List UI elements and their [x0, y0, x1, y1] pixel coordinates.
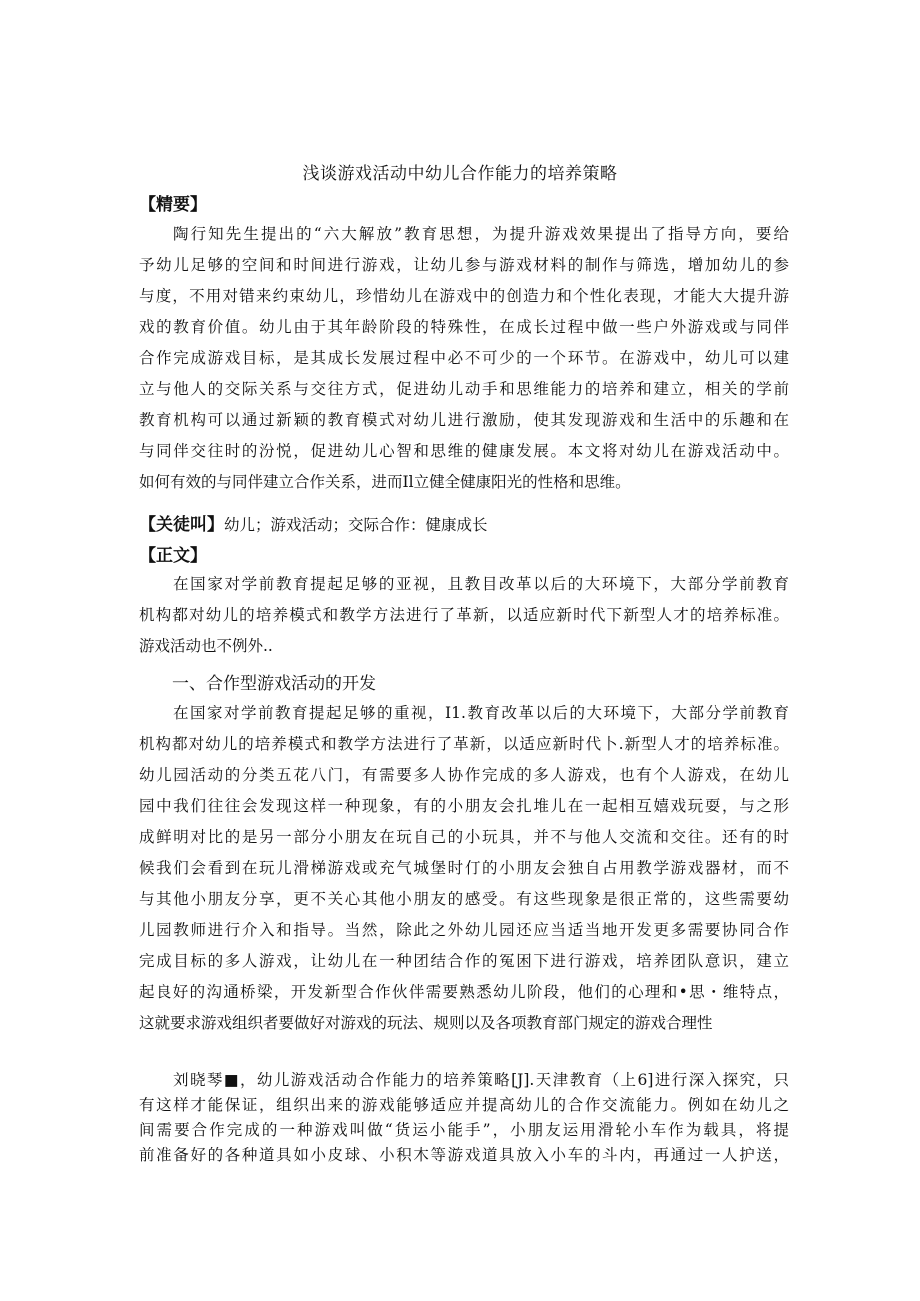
section-line: 儿园教师进行介入和指导。当然，除此之外幼儿园还应当适当地开发更多需要协同合作: [139, 921, 789, 939]
abstract-line: 戏的教育价值。幼儿由于其年龄阶段的特殊性，在成长过程中做一些户外游戏或与同伴: [139, 318, 789, 336]
intro-line: 机构都对幼儿的培养模式和教学方法进行了革新，以适应新时代下新型人才的培养标准。: [139, 606, 789, 624]
abstract-line: 予幼儿足够的空间和时间进行游戏，让幼儿参与游戏材料的制作与筛选，增加幼儿的参: [139, 256, 789, 274]
reference-paragraph: [139, 1068, 789, 1168]
section-line: 这就要求游戏组织者要做好对游戏的玩法、规则以及各项教育部门规定的游戏合理性: [139, 1014, 713, 1032]
reference-line: 刘晓琴■，幼儿游戏活动合作能力的培养策略[J].天津教育（上6]进行深入探究，只: [173, 1071, 789, 1089]
reference-line: 前准备好的各种道具如小皮球、小积木等游戏道具放入小车的斗内，再通过一人护送，: [139, 1146, 789, 1164]
reference-line: 有这样才能保证，组织出来的游戏能够适应并提高幼儿的合作交流能力。例如在幼儿之: [139, 1096, 789, 1114]
section-line: 候我们会看到在玩儿滑梯游戏或充气城堡时仃的小朋友会独自占用教学游戏器材，而不: [139, 859, 789, 877]
section-paragraph: [139, 698, 789, 1039]
keywords-row: [139, 510, 488, 535]
abstract-line: 与度，不用对错来约束幼儿，珍惜幼儿在游戏中的创造力和个性化表现，才能大大提升游: [139, 287, 789, 305]
abstract-line: 陶行知先生提出的“六大解放”教育思想，为提升游戏效果提出了指导方向，要给: [173, 225, 789, 243]
abstract-heading: 【精要】: [139, 195, 207, 215]
abstract-line: 教育机构可以通过新颖的教育模式对幼儿进行激励，使其发现游戏和生活中的乐趣和在: [139, 411, 789, 429]
section-line: 园中我们往往会发现这样一种现象，有的小朋友会扎堆儿在一起相互嬉戏玩耍，与之形: [139, 797, 789, 815]
section-line: 完成目标的多人游戏，让幼儿在一种团结合作的冤困下进行游戏，培养团队意识，建立: [139, 952, 789, 970]
section-line: 幼儿园活动的分类五花八门，有需要多人协作完成的多人游戏，也有个人游戏，在幼儿: [139, 766, 789, 784]
intro-paragraph: [139, 569, 789, 662]
abstract-line: 合作完成游戏目标，是其成长发展过程中必不可少的一个环节。在游戏中，幼儿可以建: [139, 349, 789, 367]
intro-line: 在国家对学前教育提起足够的亚视，且教目改革以后的大环境下，大部分学前教育: [173, 575, 789, 593]
intro-line: 游戏活动也不例外..: [139, 637, 273, 655]
section-line: 机构都对幼儿的培养模式和教学方法进行了革新，以适应新时代卜.新型人才的培养标准。: [139, 735, 789, 753]
keywords-text: 幼儿；游戏活动；交际合作：健康成长: [224, 516, 488, 534]
keywords-label: 【关徒叫】: [139, 515, 224, 535]
abstract-line: 立与他人的交际关系与交往方式，促进幼儿动手和思维能力的培养和建立，相关的学前: [139, 380, 789, 398]
reference-line: 间需要合作完成的一种游戏叫做“货运小能手”，小朋友运用滑轮小车作为载具，将提: [139, 1121, 789, 1139]
body-heading: 【正文】: [139, 546, 207, 566]
section-heading: 一、合作型游戏活动的开发: [172, 674, 376, 694]
abstract-line: 如何有效的与同伴建立合作关系，进而Il立健全健康阳光的性格和思维。: [139, 473, 631, 491]
abstract-paragraph: [139, 219, 789, 498]
section-line: 与其他小朋友分享，更不关心其他小朋友的感受。有这些现象是很正常的，这些需要幼: [139, 890, 789, 908]
section-line: 成鲜明对比的是另一部分小朋友在玩自己的小玩具，并不与他人交流和交往。还有的时: [139, 828, 789, 846]
section-line: 起良好的沟通桥梁，开发新型合作伙伴需要熟悉幼儿阶段，他们的心理和•思・维特点，: [139, 983, 789, 1001]
section-line: 在国家对学前教育提起足够的重视，I1.教育改革以后的大环境下，大部分学前教育: [173, 704, 789, 722]
document-title: 浅谈游戏活动中幼儿合作能力的培养策略: [302, 164, 618, 184]
abstract-line: 与同伴交往时的汾悦，促进幼儿心智和思维的健康发展。本文将对幼儿在游戏活动中。: [139, 442, 789, 460]
